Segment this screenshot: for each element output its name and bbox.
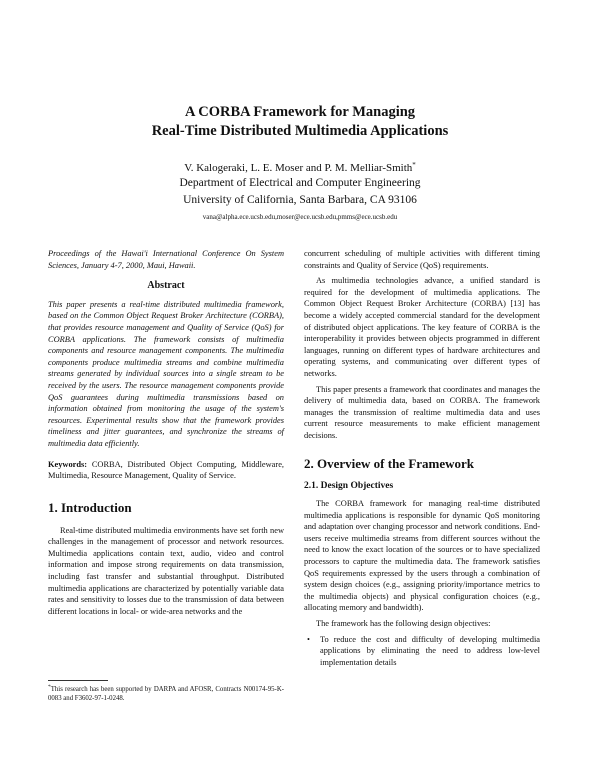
keywords <box>48 459 284 482</box>
section-introduction-heading: 1. Introduction <box>48 499 132 515</box>
author-footnote-mark: * <box>412 161 416 169</box>
footnote-mark: * <box>48 684 51 690</box>
paper-title-line-2: Real-Time Distributed Multimedia Applications <box>151 123 449 139</box>
footnote-text: This research has been supported by DARPA and AFOSR, Contracts N00174-95-K-0083 and F3602-97-1-0248. <box>48 686 284 702</box>
right-column <box>304 248 540 672</box>
objective-bullet-1 <box>304 634 540 669</box>
introduction-paragraph-1: Real-time distributed multimedia environments have set forth new challenges in the management of processor and network resources. Multimedia applications contain text, audio, video and control information and impose strong requirements on data transmission, including fast transfer and substantial throughput. Distributed multimedia applications are characterized by potentially variable data rates and sensitivity to losses due to the transmission of data between different locations in local- or wide-area networks and the <box>48 525 284 616</box>
paper-title-line-1: A CORBA Framework for Managing <box>184 104 416 120</box>
section-overview-heading: 2. Overview of the Framework <box>304 455 475 471</box>
author-emails: vana@alpha.ece.ucsb.edu,moser@ece.ucsb.edu,pmms@ece.ucsb.edu <box>202 213 398 221</box>
author-university: University of California, Santa Barbara, CA 93106 <box>183 194 417 206</box>
keywords-label: Keywords: <box>48 459 88 469</box>
design-objectives-paragraph: The CORBA framework for managing real-time distributed multimedia applications is responsible for dynamic QoS monitoring and adaptation over changing processor and network conditions. End-users receive multimedia streams from different sources without the need to know the exact location of the sources or to have specialized processors to capture the multimedia data. The framework satisfies QoS requirements expressed by the users through a combination of system design choices (e.g., assigning priority/importance metrics to the multimedia objects) and physical configuration choices (e.g., allocating memory and bandwidth). <box>304 499 540 613</box>
subsection-design-objectives-heading: 2.1. Design Objectives <box>304 480 394 491</box>
objectives-intro: The framework has the following design objectives: <box>316 619 491 629</box>
keywords-text: CORBA, Distributed Object Computing, Middleware, Multimedia, Resource Management, Quality of Service. <box>48 459 284 481</box>
author-names: V. Kalogeraki, L. E. Moser and P. M. Melliar-Smith <box>184 162 413 174</box>
proceedings-note: Proceedings of the Hawai'i International Conference On System Sciences, January 4-7, 2000, Maui, Hawaii. <box>48 249 284 270</box>
right-paragraph-3: This paper presents a framework that coordinates and manages the delivery of multimedia data, based on CORBA. The framework manages the transmission of realtime multimedia data and uses current resource measurements to make efficient management decisions. <box>304 384 540 440</box>
right-paragraph-1: concurrent scheduling of multiple activities with different timing constraints and Quality of Service (QoS) requirements. <box>304 249 540 270</box>
abstract-text: This paper presents a real-time distributed multimedia framework, based on the Common Object Request Broker Architecture (CORBA), that provides resource management and Quality of Service (QoS) for CORBA applications. The framework consists of multimedia components and resource management components. The multimedia components produce multimedia streams and combine multimedia streams generated by individual sources into a single stream to be received by the users. The resource management components provide QoS guarantees during multimedia transmissions based on information obtained from monitoring the usage of the system's resources. Experimental results show that the framework provides timeliness and jitter guarantees, and synchronize the streams of multimedia data efficiently. <box>48 299 284 448</box>
author-list <box>0 157 600 176</box>
left-column <box>48 248 284 621</box>
objective-bullet-1-text: To reduce the cost and difficulty of developing multimedia applications by eliminating the need to address low-level implementation details <box>320 634 540 667</box>
bullet-mark: • <box>307 634 310 644</box>
author-department: Department of Electrical and Computer Engineering <box>179 177 421 189</box>
footnote-rule <box>48 680 108 681</box>
footnote <box>48 683 284 703</box>
abstract-heading: Abstract <box>147 280 185 292</box>
right-paragraph-2: As multimedia technologies advance, a unified standard is required for the development of multimedia applications. The Common Object Request Broker Architecture (CORBA) [13] has become a widely accepted commercial standard for the development of distributed object applications. The key feature of CORBA is the interoperability it provides between objects programmed in different languages, running on different types of hardware architectures and operating systems, and communicating over different types of networks. <box>304 276 540 378</box>
